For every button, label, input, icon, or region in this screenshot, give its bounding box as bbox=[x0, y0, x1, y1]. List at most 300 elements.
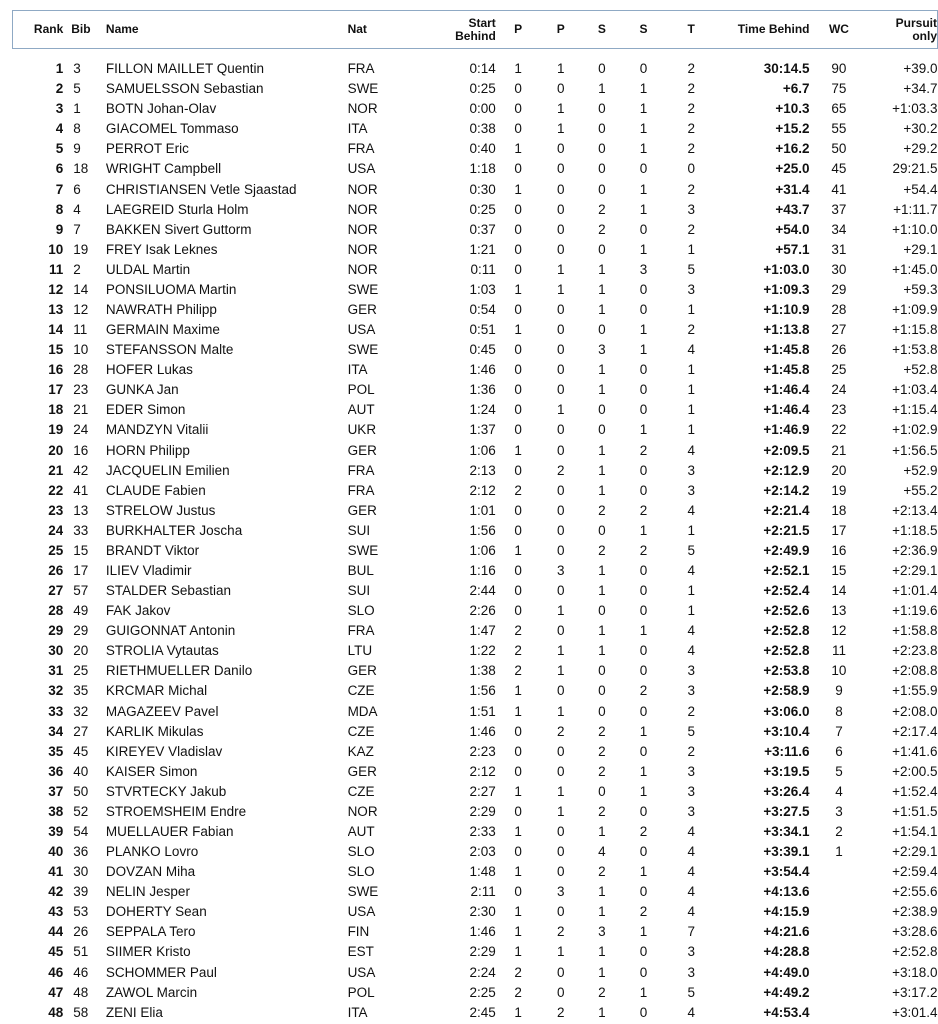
cell-nat: POL bbox=[347, 382, 375, 398]
cell-start-behind: 1:48 bbox=[469, 864, 496, 880]
cell-pursuit-only: +2:59.4 bbox=[892, 864, 938, 880]
cell-pursuit-only: +1:03.3 bbox=[892, 101, 938, 117]
cell-bib: 50 bbox=[73, 783, 89, 799]
cell-prone-1: 0 bbox=[514, 241, 522, 257]
cell-pursuit-only: +1:02.9 bbox=[892, 422, 938, 438]
cell-time-behind: +2:53.8 bbox=[763, 663, 810, 679]
table-row bbox=[13, 902, 938, 922]
cell-name: KIREYEV Vladislav bbox=[105, 743, 223, 759]
cell-start-behind: 2:33 bbox=[469, 824, 496, 839]
cell-time-behind: +3:54.4 bbox=[763, 864, 810, 880]
cell-start-behind: 1:06 bbox=[469, 442, 496, 458]
cell-nat: CZE bbox=[347, 783, 375, 799]
cell-total: 4 bbox=[687, 884, 695, 900]
cell-prone-2: 3 bbox=[557, 562, 565, 578]
cell-standing-2: 1 bbox=[639, 984, 648, 1000]
cell-rank: 6 bbox=[55, 161, 64, 177]
cell-start-behind: 0:54 bbox=[469, 301, 496, 317]
cell-total: 4 bbox=[687, 342, 695, 358]
cell-time-behind: +3:19.5 bbox=[763, 763, 810, 779]
cell-total: 3 bbox=[687, 803, 695, 819]
cell-prone-1: 0 bbox=[514, 803, 522, 819]
cell-bib: 53 bbox=[73, 904, 89, 920]
cell-total: 2 bbox=[687, 61, 695, 77]
cell-bib: 1 bbox=[73, 101, 81, 117]
cell-name: SEPPALA Tero bbox=[105, 924, 196, 940]
cell-rank: 35 bbox=[48, 743, 64, 759]
cell-name: CLAUDE Fabien bbox=[105, 482, 206, 498]
cell-rank: 8 bbox=[55, 201, 64, 217]
table-row bbox=[13, 49, 938, 80]
cell-rank: 27 bbox=[48, 583, 64, 599]
cell-time-behind: +3:34.1 bbox=[763, 824, 810, 839]
cell-pursuit-only: +2:52.8 bbox=[892, 944, 938, 960]
cell-rank: 42 bbox=[48, 884, 64, 900]
cell-prone-1: 1 bbox=[514, 944, 522, 960]
cell-rank: 21 bbox=[48, 462, 64, 478]
cell-pursuit-only: +1:15.8 bbox=[892, 322, 938, 338]
cell-total: 4 bbox=[687, 824, 695, 839]
cell-wc: 13 bbox=[831, 603, 847, 619]
cell-bib: 32 bbox=[73, 703, 89, 719]
cell-time-behind: +3:27.5 bbox=[763, 803, 810, 819]
cell-standing-2: 0 bbox=[639, 884, 648, 900]
table-row bbox=[13, 440, 938, 460]
cell-start-behind: 0:30 bbox=[469, 181, 496, 197]
cell-prone-1: 2 bbox=[514, 663, 522, 679]
cell-bib: 11 bbox=[73, 322, 88, 338]
cell-prone-2: 0 bbox=[557, 442, 565, 458]
cell-total: 3 bbox=[687, 201, 695, 217]
cell-standing-2: 0 bbox=[639, 703, 648, 719]
cell-prone-2: 1 bbox=[557, 643, 565, 659]
cell-wc bbox=[810, 1003, 869, 1023]
table-body bbox=[13, 49, 938, 1023]
cell-name: ILIEV Vladimir bbox=[105, 562, 192, 578]
cell-time-behind: 30:14.5 bbox=[763, 61, 810, 77]
cell-rank: 26 bbox=[48, 562, 64, 578]
cell-start-behind: 2:29 bbox=[469, 803, 496, 819]
table-row bbox=[13, 681, 938, 701]
cell-prone-2: 0 bbox=[557, 362, 565, 378]
cell-nat: AUT bbox=[347, 402, 375, 418]
cell-total: 3 bbox=[687, 462, 695, 478]
cell-bib: 42 bbox=[73, 462, 89, 478]
cell-prone-1: 0 bbox=[514, 221, 522, 237]
cell-start-behind: 0:45 bbox=[469, 342, 496, 358]
cell-standing-2: 0 bbox=[639, 964, 648, 980]
cell-name: ZAWOL Marcin bbox=[105, 984, 198, 1000]
cell-wc: 45 bbox=[831, 161, 847, 177]
cell-wc: 5 bbox=[835, 763, 843, 779]
cell-pursuit-only: +29.1 bbox=[903, 241, 938, 257]
cell-nat: GER bbox=[347, 663, 377, 679]
cell-wc: 14 bbox=[831, 583, 847, 599]
cell-prone-1: 0 bbox=[514, 342, 522, 358]
cell-bib: 35 bbox=[73, 683, 89, 699]
cell-total: 2 bbox=[687, 221, 695, 237]
cell-prone-2: 2 bbox=[557, 462, 565, 478]
cell-pursuit-only: +2:36.9 bbox=[892, 542, 938, 558]
table-row bbox=[13, 862, 938, 882]
cell-bib: 57 bbox=[73, 583, 89, 599]
cell-rank: 33 bbox=[48, 703, 64, 719]
cell-pursuit-only: +1:09.9 bbox=[892, 301, 938, 317]
cell-nat: KAZ bbox=[347, 743, 374, 759]
cell-pursuit-only: 29:21.5 bbox=[892, 161, 938, 177]
cell-rank: 28 bbox=[48, 603, 64, 619]
cell-standing-2: 1 bbox=[639, 101, 648, 117]
cell-prone-2: 0 bbox=[557, 623, 565, 639]
cell-standing-2: 2 bbox=[639, 502, 648, 518]
cell-total: 3 bbox=[687, 281, 695, 297]
cell-nat: FRA bbox=[347, 482, 375, 498]
cell-time-behind: +1:13.8 bbox=[763, 322, 810, 338]
cell-pursuit-only: +52.9 bbox=[903, 462, 938, 478]
cell-pursuit-only: +1:58.8 bbox=[892, 623, 938, 639]
cell-prone-2: 1 bbox=[557, 783, 565, 799]
cell-standing-2: 0 bbox=[639, 462, 648, 478]
cell-time-behind: +2:52.8 bbox=[763, 643, 810, 659]
cell-standing-1: 2 bbox=[598, 763, 606, 779]
header-standing-2: S bbox=[639, 22, 648, 36]
cell-pursuit-only: +2:00.5 bbox=[892, 763, 938, 779]
cell-nat: NOR bbox=[347, 181, 378, 197]
cell-bib: 27 bbox=[73, 723, 89, 739]
cell-prone-1: 0 bbox=[514, 462, 522, 478]
cell-name: KARLIK Mikulas bbox=[105, 723, 204, 739]
cell-name: SCHOMMER Paul bbox=[105, 964, 217, 980]
cell-standing-1: 0 bbox=[598, 141, 606, 157]
cell-start-behind: 1:51 bbox=[469, 703, 496, 719]
cell-prone-1: 0 bbox=[514, 743, 522, 759]
cell-prone-2: 1 bbox=[557, 261, 565, 277]
table-row bbox=[13, 782, 938, 802]
cell-rank: 19 bbox=[48, 422, 64, 438]
cell-prone-2: 0 bbox=[557, 904, 565, 920]
cell-wc: 23 bbox=[831, 402, 847, 418]
table-row bbox=[13, 661, 938, 681]
cell-prone-2: 0 bbox=[557, 583, 565, 599]
cell-prone-2: 0 bbox=[557, 482, 565, 498]
cell-bib: 16 bbox=[73, 442, 89, 458]
cell-total: 2 bbox=[687, 703, 695, 719]
cell-rank: 3 bbox=[55, 101, 64, 117]
cell-standing-1: 1 bbox=[598, 261, 606, 277]
cell-bib: 41 bbox=[73, 482, 89, 498]
cell-standing-2: 1 bbox=[639, 121, 648, 137]
cell-prone-1: 1 bbox=[514, 924, 522, 940]
table-row bbox=[13, 1003, 938, 1023]
cell-start-behind: 1:56 bbox=[469, 522, 496, 538]
cell-standing-1: 2 bbox=[598, 221, 606, 237]
cell-standing-1: 1 bbox=[598, 81, 606, 97]
cell-start-behind: 1:18 bbox=[469, 161, 496, 177]
cell-standing-2: 0 bbox=[639, 61, 648, 77]
cell-standing-1: 0 bbox=[598, 181, 606, 197]
cell-start-behind: 2:13 bbox=[469, 462, 496, 478]
cell-standing-1: 1 bbox=[598, 281, 606, 297]
cell-rank: 13 bbox=[48, 301, 64, 317]
cell-standing-2: 0 bbox=[639, 1004, 648, 1020]
cell-wc: 31 bbox=[831, 241, 847, 257]
cell-start-behind: 2:12 bbox=[469, 763, 496, 779]
cell-standing-1: 3 bbox=[598, 924, 606, 940]
cell-name: STEFANSSON Malte bbox=[105, 342, 234, 358]
cell-rank: 29 bbox=[48, 623, 64, 639]
cell-total: 1 bbox=[687, 241, 695, 257]
cell-total: 5 bbox=[687, 723, 695, 739]
table-row bbox=[13, 159, 938, 179]
cell-nat: UKR bbox=[347, 422, 377, 438]
cell-rank: 10 bbox=[48, 241, 64, 257]
cell-standing-1: 0 bbox=[598, 422, 606, 438]
cell-bib: 4 bbox=[73, 201, 81, 217]
cell-name: STVRTECKY Jakub bbox=[105, 783, 227, 799]
cell-standing-1: 1 bbox=[598, 884, 606, 900]
cell-total: 1 bbox=[687, 362, 695, 378]
cell-wc bbox=[810, 922, 869, 942]
cell-total: 1 bbox=[687, 301, 695, 317]
cell-prone-1: 0 bbox=[514, 763, 522, 779]
cell-wc bbox=[810, 862, 869, 882]
cell-standing-2: 1 bbox=[639, 322, 648, 338]
cell-time-behind: +4:15.9 bbox=[763, 904, 810, 920]
cell-nat: EST bbox=[347, 944, 374, 960]
cell-prone-2: 2 bbox=[557, 924, 565, 940]
cell-prone-1: 0 bbox=[514, 502, 522, 518]
table-row bbox=[13, 641, 938, 661]
cell-total: 3 bbox=[687, 783, 695, 799]
cell-name: BRANDT Viktor bbox=[105, 542, 200, 558]
cell-bib: 6 bbox=[73, 181, 81, 197]
cell-standing-1: 1 bbox=[598, 382, 606, 398]
cell-nat: NOR bbox=[347, 803, 378, 819]
cell-prone-2: 0 bbox=[557, 422, 565, 438]
cell-total: 1 bbox=[687, 402, 695, 418]
cell-standing-1: 2 bbox=[598, 743, 606, 759]
cell-pursuit-only: +2:08.0 bbox=[892, 703, 938, 719]
cell-bib: 14 bbox=[73, 281, 89, 297]
cell-standing-2: 1 bbox=[639, 422, 648, 438]
cell-rank: 25 bbox=[48, 542, 64, 558]
cell-wc: 18 bbox=[831, 502, 847, 518]
cell-nat: ITA bbox=[347, 1004, 368, 1020]
cell-rank: 36 bbox=[48, 763, 64, 779]
cell-wc bbox=[810, 983, 869, 1003]
cell-pursuit-only: +3:17.2 bbox=[892, 984, 938, 1000]
cell-prone-2: 0 bbox=[557, 502, 565, 518]
cell-total: 3 bbox=[687, 964, 695, 980]
cell-standing-1: 1 bbox=[598, 442, 606, 458]
cell-standing-2: 1 bbox=[639, 864, 648, 880]
cell-total: 3 bbox=[687, 663, 695, 679]
cell-prone-2: 1 bbox=[557, 402, 565, 418]
cell-bib: 45 bbox=[73, 743, 89, 759]
cell-standing-1: 1 bbox=[598, 824, 606, 839]
cell-time-behind: +16.2 bbox=[775, 141, 810, 157]
cell-pursuit-only: +1:10.0 bbox=[892, 221, 938, 237]
cell-time-behind: +4:28.8 bbox=[763, 944, 810, 960]
cell-start-behind: 1:46 bbox=[469, 362, 496, 378]
table-row bbox=[13, 842, 938, 862]
cell-wc bbox=[810, 882, 869, 902]
cell-pursuit-only: +29.2 bbox=[903, 141, 938, 157]
cell-time-behind: +57.1 bbox=[775, 241, 810, 257]
cell-standing-1: 0 bbox=[598, 783, 606, 799]
cell-start-behind: 1:16 bbox=[469, 562, 496, 578]
cell-prone-1: 0 bbox=[514, 101, 522, 117]
cell-total: 0 bbox=[687, 161, 695, 177]
cell-bib: 23 bbox=[73, 382, 89, 398]
cell-prone-2: 1 bbox=[557, 61, 565, 77]
cell-nat: BUL bbox=[347, 562, 374, 578]
cell-time-behind: +1:46.4 bbox=[763, 382, 810, 398]
cell-standing-2: 0 bbox=[639, 603, 648, 619]
cell-bib: 20 bbox=[73, 643, 89, 659]
cell-prone-2: 0 bbox=[557, 864, 565, 880]
cell-nat: CZE bbox=[347, 723, 375, 739]
cell-nat: USA bbox=[347, 964, 376, 980]
cell-pursuit-only: +1:03.4 bbox=[892, 382, 938, 398]
cell-standing-2: 2 bbox=[639, 683, 648, 699]
cell-standing-2: 1 bbox=[639, 81, 648, 97]
cell-bib: 26 bbox=[73, 924, 89, 940]
cell-standing-1: 0 bbox=[598, 402, 606, 418]
table-row bbox=[13, 400, 938, 420]
table-row bbox=[13, 581, 938, 601]
results-table bbox=[12, 10, 938, 1023]
cell-bib: 46 bbox=[73, 964, 89, 980]
cell-start-behind: 0:00 bbox=[469, 101, 496, 117]
cell-name: PONSILUOMA Martin bbox=[105, 281, 237, 297]
cell-total: 1 bbox=[687, 382, 695, 398]
header-prone-1: P bbox=[514, 22, 523, 36]
cell-standing-2: 1 bbox=[639, 783, 648, 799]
cell-standing-2: 2 bbox=[639, 824, 648, 839]
cell-nat: GER bbox=[347, 442, 377, 458]
cell-time-behind: +4:13.6 bbox=[763, 884, 810, 900]
cell-standing-1: 2 bbox=[598, 984, 606, 1000]
cell-prone-1: 1 bbox=[514, 783, 522, 799]
cell-rank: 1 bbox=[55, 61, 64, 77]
cell-total: 4 bbox=[687, 643, 695, 659]
cell-bib: 17 bbox=[73, 562, 89, 578]
cell-prone-2: 0 bbox=[557, 201, 565, 217]
cell-standing-1: 1 bbox=[598, 964, 606, 980]
cell-time-behind: +31.4 bbox=[775, 181, 810, 197]
cell-prone-1: 0 bbox=[514, 362, 522, 378]
cell-nat: USA bbox=[347, 161, 376, 177]
cell-start-behind: 2:25 bbox=[469, 984, 496, 1000]
cell-start-behind: 2:44 bbox=[469, 583, 496, 599]
cell-nat: FRA bbox=[347, 61, 375, 77]
cell-standing-2: 0 bbox=[639, 643, 648, 659]
cell-prone-2: 1 bbox=[557, 663, 565, 679]
cell-start-behind: 2:26 bbox=[469, 603, 496, 619]
cell-time-behind: +2:52.1 bbox=[763, 562, 810, 578]
cell-pursuit-only: +1:51.5 bbox=[892, 803, 938, 819]
cell-pursuit-only: +2:17.4 bbox=[892, 723, 938, 739]
cell-total: 4 bbox=[687, 442, 695, 458]
cell-total: 4 bbox=[687, 844, 695, 860]
cell-name: STRELOW Justus bbox=[105, 502, 216, 518]
cell-rank: 5 bbox=[55, 141, 64, 157]
cell-nat: NOR bbox=[347, 201, 378, 217]
table-row bbox=[13, 200, 938, 220]
header-row bbox=[13, 11, 938, 49]
cell-name: BAKKEN Sivert Guttorm bbox=[105, 221, 252, 237]
cell-bib: 52 bbox=[73, 803, 89, 819]
cell-bib: 18 bbox=[73, 161, 89, 177]
cell-rank: 18 bbox=[48, 402, 64, 418]
cell-total: 2 bbox=[687, 121, 695, 137]
cell-nat: SWE bbox=[347, 281, 379, 297]
cell-pursuit-only: +2:29.1 bbox=[892, 562, 938, 578]
cell-standing-1: 1 bbox=[598, 482, 606, 498]
table-row bbox=[13, 360, 938, 380]
cell-start-behind: 2:27 bbox=[469, 783, 496, 799]
cell-nat: SLO bbox=[347, 603, 375, 619]
cell-prone-2: 0 bbox=[557, 301, 565, 317]
cell-standing-2: 0 bbox=[639, 221, 648, 237]
cell-start-behind: 0:25 bbox=[469, 201, 496, 217]
cell-total: 4 bbox=[687, 864, 695, 880]
cell-name: KRCMAR Michal bbox=[105, 683, 208, 699]
cell-standing-1: 2 bbox=[598, 864, 606, 880]
cell-bib: 28 bbox=[73, 362, 89, 378]
cell-prone-2: 0 bbox=[557, 542, 565, 558]
header-pursuit-only: Pursuit only bbox=[895, 15, 937, 43]
cell-nat: ITA bbox=[347, 362, 368, 378]
cell-name: KAISER Simon bbox=[105, 763, 198, 779]
cell-nat: SLO bbox=[347, 844, 375, 860]
table-row bbox=[13, 260, 938, 280]
cell-standing-1: 0 bbox=[598, 121, 606, 137]
cell-name: STROEMSHEIM Endre bbox=[105, 803, 247, 819]
cell-standing-2: 2 bbox=[639, 542, 648, 558]
cell-time-behind: +2:58.9 bbox=[763, 683, 810, 699]
cell-wc: 12 bbox=[831, 623, 847, 639]
cell-pursuit-only: +55.2 bbox=[903, 482, 938, 498]
cell-nat: FRA bbox=[347, 141, 375, 157]
cell-nat: SLO bbox=[347, 864, 375, 880]
cell-bib: 29 bbox=[73, 623, 89, 639]
cell-name: BURKHALTER Joscha bbox=[105, 522, 243, 538]
cell-standing-1: 3 bbox=[598, 342, 606, 358]
table-row bbox=[13, 922, 938, 942]
cell-wc: 24 bbox=[831, 382, 847, 398]
cell-wc: 3 bbox=[835, 803, 843, 819]
cell-name: MAGAZEEV Pavel bbox=[105, 703, 219, 719]
cell-time-behind: +6.7 bbox=[782, 81, 810, 97]
cell-rank: 34 bbox=[48, 723, 64, 739]
cell-bib: 7 bbox=[73, 221, 81, 237]
cell-name: DOHERTY Sean bbox=[105, 904, 207, 920]
cell-nat: FRA bbox=[347, 623, 375, 639]
cell-time-behind: +15.2 bbox=[775, 121, 810, 137]
cell-time-behind: +10.3 bbox=[775, 101, 810, 117]
cell-rank: 11 bbox=[48, 261, 64, 277]
cell-prone-2: 1 bbox=[557, 121, 565, 137]
cell-standing-1: 2 bbox=[598, 723, 606, 739]
cell-name: LAEGREID Sturla Holm bbox=[105, 201, 249, 217]
cell-start-behind: 1:38 bbox=[469, 663, 496, 679]
cell-start-behind: 2:29 bbox=[469, 944, 496, 960]
cell-start-behind: 1:36 bbox=[469, 382, 496, 398]
cell-wc: 10 bbox=[831, 663, 847, 679]
cell-bib: 33 bbox=[73, 522, 89, 538]
